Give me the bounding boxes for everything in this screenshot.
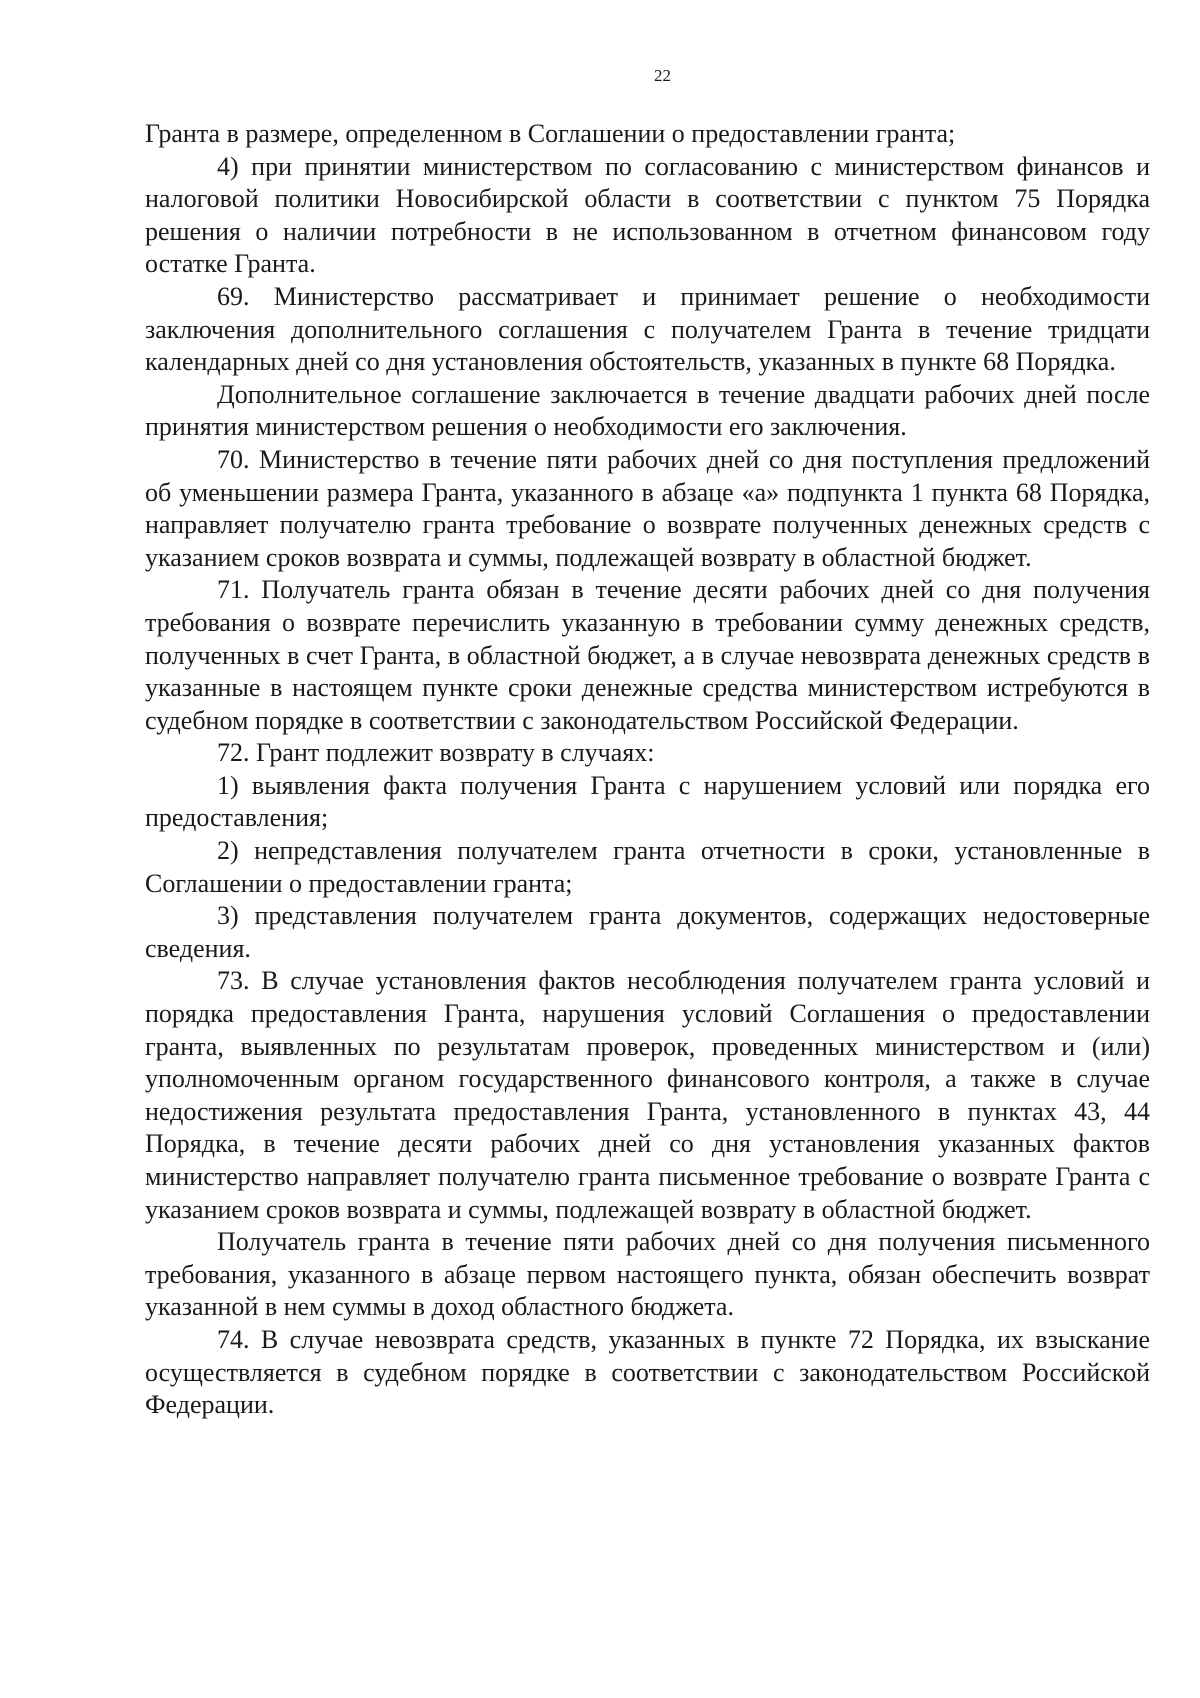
paragraph: 4) при принятии министерством по согласованию с министерством финансов и налоговой политики Новосибирской области в соответствии с пунктом 75 Порядка решения о наличии потребности в не использованном в отчетном финансовом году остатке Гранта. [145,151,1150,279]
paragraph: 74. В случае невозврата средств, указанных в пункте 72 Порядка, их взыскание осуществляется в судебном порядке в соответствии с законодательством Российской Федерации. [145,1324,1150,1420]
paragraph: 71. Получатель гранта обязан в течение десяти рабочих дней со дня получения требования о возврате перечислить указанную в требовании сумму денежных средств, полученных в счет Гранта, в областной бюджет, а в случае невозврата денежных средств в указанные в настоящем пункте сроки денежные средства министерством истребуются в судебном порядке в соответствии с законодательством Российской Федерации. [145,575,1150,735]
page-number: 22 [654,66,671,85]
paragraph: Дополнительное соглашение заключается в течение двадцати рабочих дней после принятия министерством решения о необходимости его заключения. [145,379,1150,442]
paragraph: 2) непредставления получателем гранта отчетности в сроки, установленные в Соглашении о предоставлении гранта; [145,836,1150,898]
paragraph: 73. В случае установления фактов несоблюдения получателем гранта условий и порядка предоставления Гранта, нарушения условий Соглашения о предоставлении гранта, выявленных по результатам проверок, проведенных министерством и (или) уполномоченным органом государственного финансового контроля, а также в случае недостижения результата предоставления Гранта, установленного в пунктах 43, 44 Порядка, в течение десяти рабочих дней со дня установления указанных фактов министерство направляет получателю гранта письменное требование о возврате Гранта с указанием сроков возврата и суммы, подлежащей возврату в областной бюджет. [145,966,1150,1224]
document-body [145,118,1150,1422]
paragraph: 3) представления получателем гранта документов, содержащих недостоверные сведения. [145,901,1150,963]
paragraph: 72. Грант подлежит возврату в случаях: [217,738,655,768]
paragraph: Получатель гранта в течение пяти рабочих дней со дня получения письменного требования, указанного в абзаце первом настоящего пункта, обязан обеспечить возврат указанной в нем суммы в доход областного бюджета. [145,1227,1150,1322]
paragraph: 1) выявления факта получения Гранта с нарушением условий или порядка его предоставления; [145,770,1150,833]
paragraph: 69. Министерство рассматривает и принимает решение о необходимости заключения дополнительного соглашения с получателем Гранта в течение тридцати календарных дней со дня установления обстоятельств, указанных в пункте 68 Порядка. [145,281,1150,377]
paragraph: Гранта в размере, определенном в Соглашении о предоставлении гранта; [145,119,956,148]
paragraph: 70. Министерство в течение пяти рабочих дней со дня поступления предложений об уменьшении размера Гранта, указанного в абзаце «а» подпункта 1 пункта 68 Порядка, направляет получателю гранта требование о возврате полученных денежных средств с указанием сроков возврата и суммы, подлежащей возврату в областной бюджет. [145,444,1150,572]
